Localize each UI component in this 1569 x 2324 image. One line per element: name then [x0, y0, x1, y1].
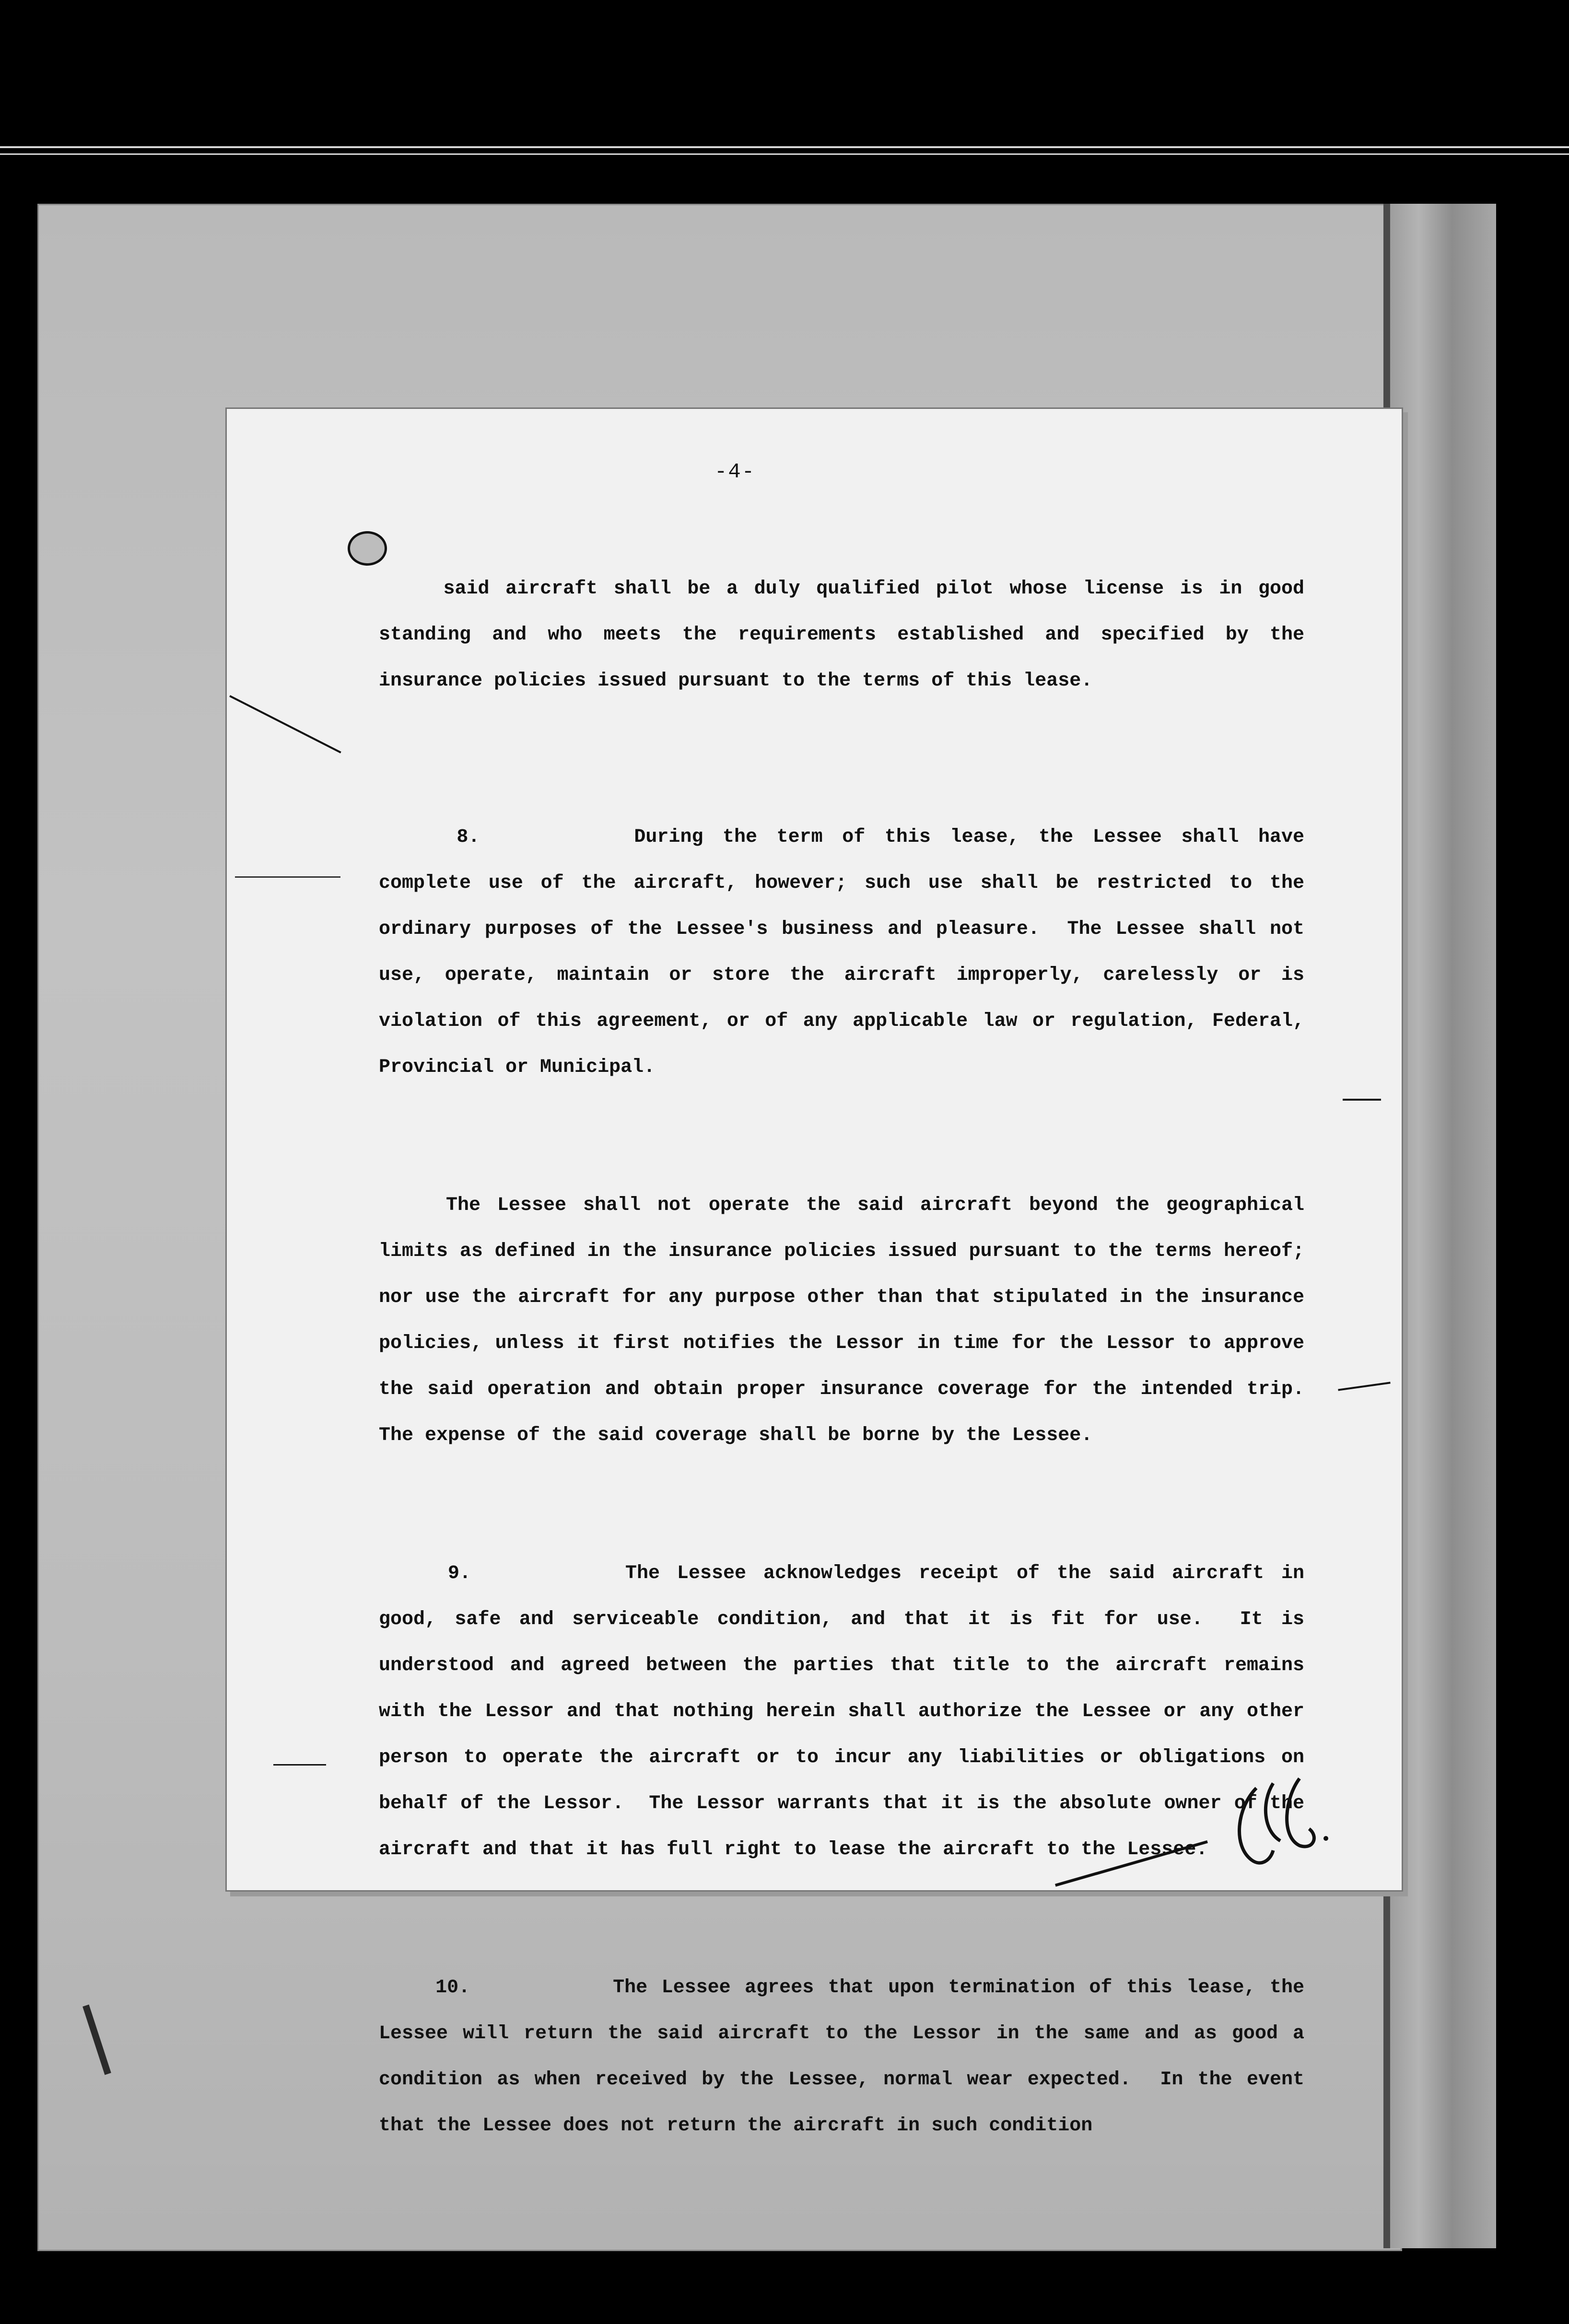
paragraph-number: 8. — [457, 826, 480, 848]
film-frame-top-line-inner — [0, 153, 1569, 155]
paragraph-8-continued — [379, 1137, 1328, 1505]
margin-mark — [235, 876, 340, 878]
margin-mark — [273, 1764, 326, 1766]
paragraph-text: The Lessee acknowledges receipt of the said aircraft in good, safe and serviceable condition, and that it is fit for use. It is understood and agreed between the parties that title to the aircraft remains with the Lessor and that nothing herein shall authorize the Lessee or any other person to operate the aircraft or to incur any liabilities or obligations on behalf of the Lessor. The Lessor warrants that it is the absolute owner of the aircraft and that it has full right to lease the aircraft to the Lessee. — [379, 1563, 1316, 1860]
film-frame-top-line — [0, 146, 1569, 148]
handwritten-initials — [1228, 1769, 1333, 1879]
margin-mark — [1343, 1099, 1381, 1101]
paragraph-text: said aircraft shall be a duly qualified pilot whose license is in good standing and who meets the requirements established and specified by the insurance policies issued pursuant to the terms of this lease. — [379, 578, 1316, 692]
page-number: -4- — [714, 460, 756, 484]
paragraph-8 — [379, 768, 1316, 1137]
paragraph-text: The Lessee agrees that upon termination of this lease, the Lessee will return the said aircraft to the Lessor in the same and as good a condition as when received by the Lessee, normal wear expected. In the event that the Lessee does not return the aircraft in such condition — [379, 1977, 1316, 2137]
paragraph-number: 9. — [447, 1563, 471, 1584]
document-body — [379, 520, 1328, 2195]
paragraph-number: 10. — [435, 1977, 470, 1999]
paragraph-10 — [379, 1919, 1316, 2195]
paragraph-9 — [379, 1505, 1316, 1919]
paragraph-text: The Lessee shall not operate the said aircraft beyond the geographical limits as defined in the insurance policies issued pursuant to the terms hereof; nor use the aircraft for any purpose other than that stipulated in the insurance policies, unless it first notifies the Lessor in time for the Lessor to approve the said operation and obtain proper insurance coverage for the intended trip. The expense of the said coverage shall be borne by the Lessee. — [379, 1195, 1328, 1446]
paragraph-continuation — [379, 520, 1316, 750]
paragraph-text: During the term of this lease, the Lessee shall have complete use of the aircraft, however; such use shall be restricted to the ordinary purposes of the Lessee's business and pleasure. The Lessee shall not use, operate, maintain or store the aircraft improperly, carelessly or is violation of this agreement, or of any applicable law or regulation, Federal, Provincial or Municipal. — [379, 826, 1316, 1078]
